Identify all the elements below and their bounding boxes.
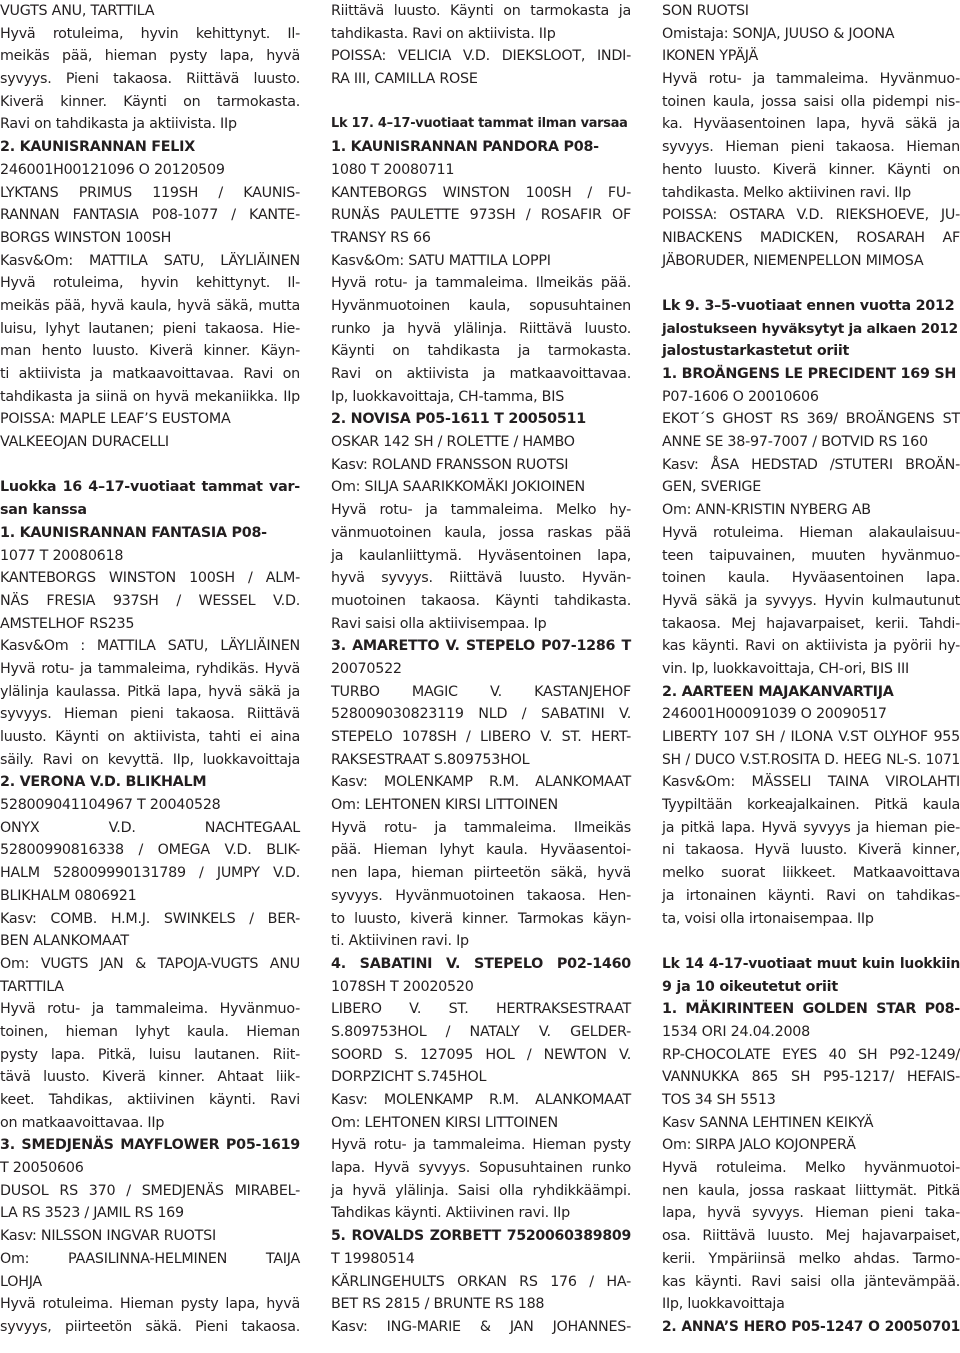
text-line: Kasv&Om : MATTILA SATU, LÄYLIÄINEN <box>0 638 300 655</box>
text-line: Hyvä rotu- ja tammaleima, ryhdikäs. Hyvä <box>0 660 300 677</box>
text-line: 246001H00121096 O 20120509 <box>0 161 225 178</box>
text-line: Hyvä rotu- ja tammaleima. Melko hy- <box>331 502 631 519</box>
text-line: hento luusto. Kiverä kinner. Käynti on <box>662 161 960 178</box>
text-line: Hyvä rotuleima, hyvin kehittynyt. Il- <box>0 25 300 42</box>
text-line: GEN, SVERIGE <box>662 479 762 496</box>
text-line: VALKEEOJAN DURACELLI <box>0 434 169 451</box>
text-line: Hyvä rotu- ja tammaleima. Hyvänmuo- <box>0 1001 300 1018</box>
text-line: pää. Hieman lyhyt kaula. Hyväasentoi- <box>331 842 631 859</box>
text-line: RP-CHOCOLATE EYES 40 SH P92-1249/ <box>662 1046 960 1063</box>
text-line: nen lapa, hieman piirteetön säkä, hyvä <box>331 865 631 882</box>
text-line: Om: LEHTONEN KIRSI LITTOINEN <box>331 1114 558 1131</box>
text-line: teen taipuvainen, muuten hyvänmuo- <box>662 547 960 564</box>
text-line: Kasv&Om: MATTILA SATU, LÄYLIÄINEN <box>0 252 300 269</box>
text-line: toinen, hieman lyhyt kaula. Hieman <box>0 1023 300 1040</box>
text-line: AMSTELHOF RS235 <box>0 615 135 632</box>
text-line: Hyvä rotu- ja tammaleima. Ilmeikäs pää. <box>331 275 631 292</box>
text-line: T 20050606 <box>0 1160 84 1177</box>
text-line: syvyys. Hieman pieni takaosa. Riittävä <box>0 706 300 723</box>
text-line: BET RS 2815 / BRUNTE RS 188 <box>331 1296 545 1313</box>
text-line: ta, voisi olla irtonaisempaa. IIp <box>662 910 874 927</box>
heading-line: 2. KAUNISRANNAN FELIX <box>0 139 195 156</box>
text-line: ja kaulanliittymä. Hyväsentoinen lapa, <box>331 547 631 564</box>
text-line: on matkaavoittavaa. IIp <box>0 1114 165 1131</box>
text-line: 52800990816338 / OMEGA V.D. BLIK- <box>0 842 300 859</box>
text-line: melko suorat liikkeet. Matkaavoittava <box>662 865 960 882</box>
text-line: ja irtonainen käynti. Ravi on tahdikas- <box>662 887 960 904</box>
text-line: syvyys. Hyvänmuotoinen takaosa. Hen- <box>331 887 631 904</box>
text-line: TRANSY RS 66 <box>331 229 431 246</box>
text-line: 246001H00091039 O 20090517 <box>662 706 887 723</box>
text-line: Hyvä rotu- ja tammaleima. Ilmeikäs <box>331 819 631 836</box>
text-line: ka. Hyväasentoinen lapa, hyvä säkä ja <box>662 116 960 133</box>
text-line: Hyvä säkä ja syvyys. Hyvin kulmautunut <box>662 592 960 609</box>
text-line: kas käynti. Ravi saisi olla jäntevämpää. <box>662 1273 960 1290</box>
text-line: RANNAN FANTASIA P08-1077 / KANTE- <box>0 207 300 224</box>
text-line: to luusto, kiverä kinner. Tarmokas käyn- <box>331 910 631 927</box>
text-line <box>331 91 631 114</box>
text-line: RUNÄS PAULETTE 973SH / ROSAFIR OF <box>331 207 631 224</box>
heading-line: jalostukseen hyväksytyt ja alkaen 2012 <box>662 320 958 337</box>
text-line: KANTEBORGS WINSTON 100SH / FU- <box>331 184 631 201</box>
text-line: Hyvä rotuleima, hyvin kehittynyt. Il- <box>0 275 300 292</box>
text-line: Hyvänmuotoinen kaula, sopusuhtainen <box>331 297 631 314</box>
text-line: ti aktiivista ja matkaavoittavaa. Ravi on <box>0 366 300 382</box>
heading-line: Lk 17. 4–17-vuotiaat tammat ilman varsaa <box>331 116 628 132</box>
text-line: Ip, luokkavoittaja, CH-tamma, BIS <box>331 388 565 405</box>
heading-line: 1. BROÄNGENS LE PRECIDENT 169 SH <box>662 366 957 382</box>
text-line <box>662 930 960 953</box>
text-line: lapa, hyvä syvyys. Hieman pieni taka- <box>662 1205 960 1222</box>
text-line: Om: PAASILINNA-HELMINEN TAIJA <box>0 1250 300 1267</box>
text-line: tahdikasta. Ravi on aktiivista. IIp <box>331 25 556 42</box>
text-column-3 <box>662 0 960 1339</box>
text-line: NÄS FRESIA 937SH / WESSEL V.D. <box>0 592 300 609</box>
text-line: LIBERO V. ST. HERTRAKSESTRAAT <box>331 1001 631 1018</box>
text-line: TARTTILA <box>0 978 64 995</box>
text-line: BORGS WINSTON 100SH <box>0 229 172 246</box>
text-line: tahdikasta. Melko aktiivinen ravi. IIp <box>662 184 911 201</box>
text-line: T 19980514 <box>331 1250 415 1267</box>
text-line: IIp, luokkavoittaja <box>662 1296 785 1313</box>
text-line: Kasv&Om: SATU MATTILA LOPPI <box>331 252 551 269</box>
text-line: Kasv: MOLENKAMP R.M. ALANKOMAAT <box>331 774 631 791</box>
text-line: Riittävä luusto. Käynti on tarmokasta ja <box>331 3 631 19</box>
text-line: STEPELO 1078SH / LIBERO V. ST. HERT- <box>331 729 631 745</box>
heading-line: 1. KAUNISRANNAN PANDORA P08- <box>331 139 599 156</box>
text-line: luusto. Käynti on aktiivista, tahti ei aina <box>0 729 300 745</box>
text-line: Om: SIRPA JALO KOJONPERÄ <box>662 1137 856 1154</box>
text-line: S.809753HOL / NATALY V. GELDER- <box>331 1023 631 1040</box>
text-column-2 <box>331 0 631 1339</box>
text-line: muotoinen takaosa. Käynti tahdikasta. <box>331 592 631 609</box>
text-line: JÄBORUDER, NIEMENPELLON MIMOSA <box>662 252 924 269</box>
text-line: tahdikasta ja siinä on hyvä mekaniikka. IIp <box>0 388 300 405</box>
text-line: Om: ANN-KRISTIN NYBERG AB <box>662 502 871 519</box>
text-line: LOHJA <box>0 1273 42 1290</box>
text-column-1 <box>0 0 300 1339</box>
text-line: Omistaja: SONJA, JUUSO & JOONA <box>662 25 895 42</box>
text-line: VANNUKKA 865 SH P95-1217/ HEFAIS- <box>662 1069 960 1086</box>
text-line: TURBO MAGIC V. KASTANJEHOF <box>331 683 631 700</box>
text-line: 1534 ORI 24.04.2008 <box>662 1023 810 1040</box>
text-line: vänmuotoinen kaula, jossa raskas pää <box>331 524 631 541</box>
text-line: P07-1606 O 20010606 <box>662 388 819 405</box>
heading-line: Lk 14 4-17-vuotiaat muut kuin luokkiin <box>662 955 960 972</box>
text-line: Kasv: ÅSA HEDSTAD /STUTERI BROÄN- <box>662 456 960 473</box>
text-line: 1080 T 20080711 <box>331 161 455 178</box>
heading-line: Luokka 16 4–17-vuotiaat tammat var- <box>0 479 300 496</box>
text-line: ANNE SE 38-97-7007 / BOTVID RS 160 <box>662 434 928 451</box>
text-line: 1078SH T 20020520 <box>331 978 474 995</box>
text-line: säily. Ravi on kevyttä. IIp, luokkavoittaja <box>0 751 300 768</box>
text-line: Om: LEHTONEN KIRSI LITTOINEN <box>331 797 558 814</box>
text-line: EKOT´S GHOST RS 369/ BROÄNGENS ST <box>662 411 960 428</box>
text-line: LYKTANS PRIMUS 119SH / KAUNIS- <box>0 184 300 201</box>
text-line: lapa. Hyvä syvyys. Sopusuhtainen runko <box>331 1160 631 1177</box>
text-line: Ravi on aktiivista ja matkaavoittavaa. <box>331 366 631 382</box>
text-line: 528009041104967 T 20040528 <box>0 797 221 814</box>
text-line: Käynti on tahdikasta ja tarmokasta. <box>331 343 631 360</box>
text-line: Kasv SANNA LEHTINEN KEIKYÄ <box>662 1114 874 1131</box>
text-line: syvyys. Pieni takaosa. Riittävä luusto. <box>0 71 300 88</box>
text-line: Kasv: ROLAND FRANSSON RUOTSI <box>331 456 569 473</box>
text-line: kas käynti. Ravi on aktiivista ja pyörii hy- <box>662 638 960 655</box>
text-line <box>662 272 960 295</box>
text-line: Kasv: COMB. H.M.J. SWINKELS / BER- <box>0 910 300 927</box>
text-line: Tyypiltään korkeajalkainen. Pitkä kaula <box>662 797 960 814</box>
text-line: LA RS 3523 / JAMIL RS 169 <box>0 1205 184 1222</box>
text-line: DORPZICHT S.745HOL <box>331 1069 487 1086</box>
text-line: Ravi saisi olla aktiivisempaa. Ip <box>331 615 547 632</box>
text-line: BLIKHALM 0806921 <box>0 887 137 904</box>
heading-line: 5. ROVALDS ZORBETT 752006038980​9 <box>331 1228 631 1245</box>
text-line: ylälinja kaulassa. Pitkä lapa, hyvä säkä ja <box>0 683 300 700</box>
text-line: meikäs pää, hieman pysty lapa, hyvä <box>0 48 300 65</box>
heading-line: 2. NOVISA P05-1611 T 20050511 <box>331 411 586 428</box>
text-line: tävä luusto. Kiverä kinner. Ahtaat liik- <box>0 1069 300 1086</box>
text-line: ONYX V.D. NACHTEGAAL <box>0 819 300 836</box>
text-line: Hyvä rotu- ja tammaleima. Hyvänmuo- <box>662 71 960 88</box>
text-line: syvyys, piirteetön säkä. Pieni takaosa. <box>0 1318 300 1335</box>
text-line: toinen kaula, jossa saisi olla pidempi nis- <box>662 93 960 110</box>
text-line: POISSA: OSTARA V.D. RIEKSHOEVE, JU- <box>662 207 960 224</box>
text-line: 528009030823119 NLD / SABATINI V. <box>331 706 631 723</box>
heading-line: 1. KAUNISRANNAN FANTASIA P08- <box>0 524 267 541</box>
heading-line: 4. SABATINI V. STEPELO P02-1460 <box>331 955 631 972</box>
text-line: meikäs pää, hyvä kaula, hyvä säkä, mutta <box>0 297 300 314</box>
text-line: VUGTS ANU, TARTTILA <box>0 3 155 19</box>
text-line: man hento luusto. Kiverä kinner. Käyn- <box>0 343 300 360</box>
heading-line: 2. VERONA V.D. BLIKHALM <box>0 774 207 791</box>
heading-line: 1. MÄKIRINTEEN GOLDEN STAR P08- <box>662 1001 960 1018</box>
text-line: Hyvä rotu- ja tammaleima. Hieman pysty <box>331 1137 631 1154</box>
text-line: Om: VUGTS JAN & TAPOJA-VUGTS ANU <box>0 955 300 972</box>
text-line: KÄRLINGEHULTS ORKAN RS 176 / HA- <box>331 1273 631 1290</box>
text-line: SH / DUCO V.ST.ROSITA D. HEEG NL-S. 1071 <box>662 751 960 768</box>
heading-line: 3. AMARETTO V. STEPELO P07-1286 T <box>331 638 631 655</box>
text-line: Tahdikas käynti. Aktiivinen ravi. IIp <box>331 1205 570 1222</box>
text-line: Kasv: NILSSON INGVAR RUOTSI <box>0 1228 216 1245</box>
text-line: 20070522 <box>331 660 402 677</box>
text-line: nen kaula, jossa raskaat liittymät. Pitkä <box>662 1182 960 1199</box>
text-line: Kiverä kinner. Käynti on tarmokasta. <box>0 93 300 110</box>
text-line: pysty lapa. Pitkä, luisu lautanen. Riit- <box>0 1046 300 1063</box>
text-line: SON RUOTSI <box>662 3 749 19</box>
text-line: kerii. Ympäriinsä melko ahdas. Tarmo- <box>662 1250 960 1267</box>
text-line: ja pitkä lapa. Hyvä syvyys ja hieman pie- <box>662 819 960 836</box>
text-line <box>0 454 300 477</box>
text-line: KANTEBORGS WINSTON 100SH / ALM- <box>0 570 300 587</box>
text-line: Om: SILJA SAARIKKOMÄKI JOKIOINEN <box>331 479 585 496</box>
text-line: HALM 528009990131789 / JUMPY V.D. <box>0 865 300 882</box>
text-line: Kasv: ING-MARIE & JAN JOHANNES- <box>331 1318 631 1335</box>
heading-line: jalostustarkastetut oriit <box>662 343 850 360</box>
heading-line: 2. AARTEEN MAJAKANVARTIJA <box>662 683 894 700</box>
text-line: Hyvä rotuleima. Melko hyvänmuotoi- <box>662 1160 960 1177</box>
text-line: hyvä syvyys. Riittävä luusto. Hyvän- <box>331 570 631 587</box>
heading-line: 2. ANNA’S HERO P05-1247 O 20050701 <box>662 1318 960 1335</box>
text-line: runko ja hyvä ylälinja. Riittävä luusto. <box>331 320 631 337</box>
text-line: BEN ALANKOMAAT <box>0 933 129 950</box>
heading-line: 3. SMEDJENÄS MAYFLOWER P05-1619 <box>0 1137 300 1154</box>
text-line: NIBACKENS MADICKEN, ROSARAH AF <box>662 229 960 246</box>
text-line: Hyvä rotuleima. Hieman pysty lapa, hyvä <box>0 1296 300 1313</box>
text-line: 1077 T 20080618 <box>0 547 124 564</box>
text-line: syvyys. Hieman pieni takaosa. Hieman <box>662 139 960 156</box>
text-line: Ravi on tahdikasta ja aktiivista. IIp <box>0 116 237 133</box>
text-line: Kasv&Om: MÄSSELI TAINA VIROLAHTI <box>662 774 960 791</box>
text-line: DUSOL RS 370 / SMEDJENÄS MIRABEL- <box>0 1182 300 1199</box>
text-line: takaosa. Mej hajavarpaiset, kerii. Tahdi- <box>662 615 960 632</box>
text-line: POISSA: MAPLE LEAF’S EUSTOMA <box>0 411 231 428</box>
text-line: TOS 34 SH 5513 <box>662 1092 776 1108</box>
text-line: ja hyvä ylälinja. Saisi olla ryhdikkäämpi. <box>331 1182 631 1199</box>
text-line: ni takaosa. Hyvä luusto. Kiverä kinner, <box>662 842 960 859</box>
text-line: LIBERTY 107 SH / ILONA V.ST OLYHOF 955 <box>662 729 960 745</box>
text-line: luisu, lyhyt lautanen; pieni takaosa. Hie- <box>0 320 300 337</box>
heading-line: Lk 9. 3–5-vuotiaat ennen vuotta 2012 <box>662 297 955 314</box>
text-line: OSKAR 142 SH / ROLETTE / HAMBO <box>331 434 575 451</box>
text-line: POISSA: VELICIA V.D. DIEKSLOOT, INDI- <box>331 48 631 65</box>
text-line: Kasv: MOLENKAMP R.M. ALANKOMAAT <box>331 1092 631 1108</box>
text-line: toinen kaula. Hyväasentoinen lapa. <box>662 570 960 587</box>
heading-line: 9 ja 10 oikeutetut oriit <box>662 978 838 995</box>
text-line: vin. Ip, luokkavoittaja, CH-ori, BIS III <box>662 660 909 677</box>
text-line: keet. Tahdikas, aktiivinen käynti. Ravi <box>0 1092 300 1108</box>
text-line: osa. Riittävä luusto. Mej hajavarpaiset, <box>662 1228 960 1245</box>
text-line: IKONEN YPÄJÄ <box>662 48 758 65</box>
text-line: SOORD S. 127095 HOL / NEWTON V. <box>331 1046 631 1063</box>
text-line: RAKSESTRAAT S.809753HOL <box>331 751 530 768</box>
text-line: Hyvä rotuleima. Hieman alakaulaisuu- <box>662 524 960 541</box>
heading-line: san kanssa <box>0 502 87 519</box>
text-line: RA III, CAMILLA ROSE <box>331 71 478 88</box>
text-line: ti. Aktiivinen ravi. Ip <box>331 933 469 950</box>
